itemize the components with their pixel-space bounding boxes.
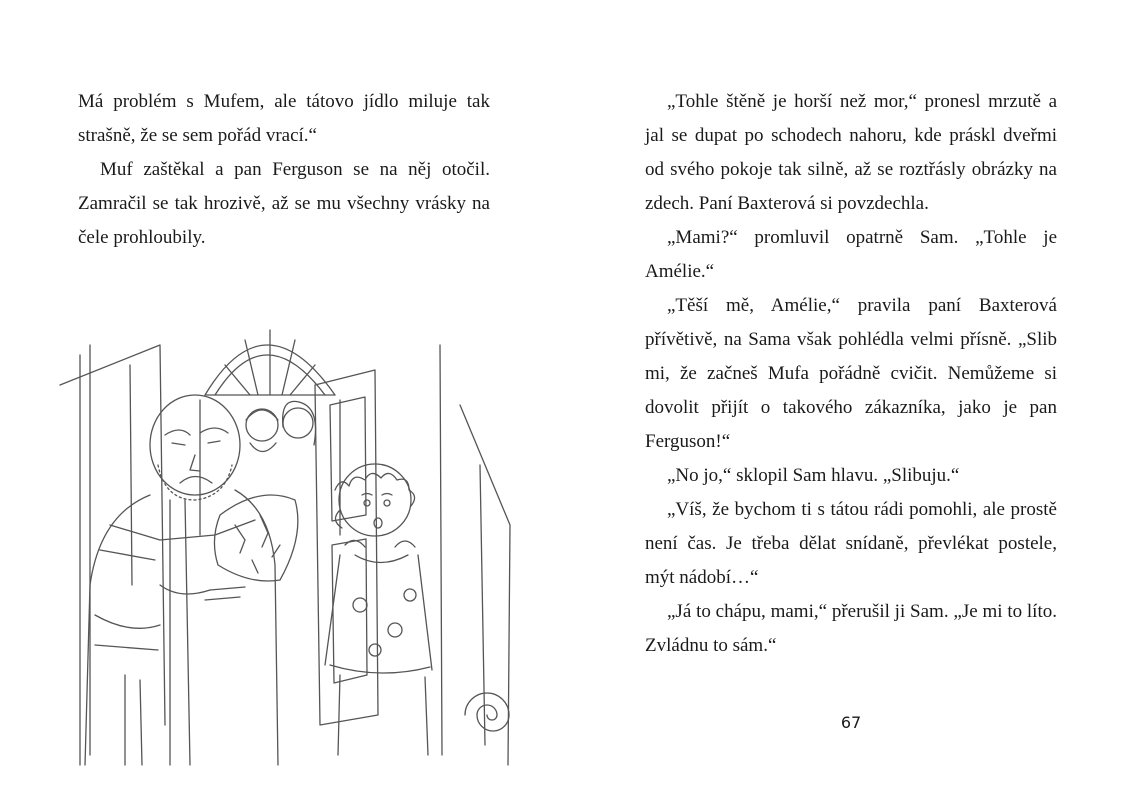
illustration: [40, 285, 530, 785]
paragraph: „No jo,“ sklopil Sam hlavu. „Slibuju.“: [667, 465, 960, 486]
paragraph: „Víš, že bychom ti s tátou rádi pomohli, ale prostě není čas. Je třeba dělat snídaně, převlékat postele, mýt nádobí…“: [645, 499, 1057, 588]
paragraph: „Těší mě, Amélie,“ pravila paní Baxterová přívětivě, na Sama však pohlédla velmi přísně. „Slib mi, že začneš Mufa pořádně cvičit. Nemůžeme si dovolit přijít o takového zákazníka, jako je pan Ferguson!“: [645, 295, 1057, 452]
paragraph: „Já to chápu, mami,“ přerušil ji Sam. „Je mi to líto. Zvládnu to sám.“: [645, 601, 1057, 656]
illustration-icon: [40, 285, 530, 785]
paragraph: Muf zaštěkal a pan Ferguson se na něj otočil. Zamračil se tak hrozivě, až se mu všechny vrásky na čele prohloubily.: [78, 159, 490, 248]
paragraph: „Tohle štěně je horší než mor,“ pronesl mrzutě a jal se dupat po schodech nahoru, kde práskl dveřmi od svého pokoje tak silně, až se roztřásly obrázky na zdech. Paní Baxterová si povzdechla.: [645, 91, 1057, 214]
right-page-text: [645, 85, 1057, 663]
left-page-text: [78, 85, 490, 255]
page-number: 67: [840, 713, 862, 732]
paragraph: Má problém s Mufem, ale tátovo jídlo miluje tak strašně, že se sem pořád vrací.“: [78, 91, 490, 146]
right-page: [566, 0, 1132, 800]
paragraph: „Mami?“ promluvil opatrně Sam. „Tohle je Amélie.“: [645, 227, 1057, 282]
